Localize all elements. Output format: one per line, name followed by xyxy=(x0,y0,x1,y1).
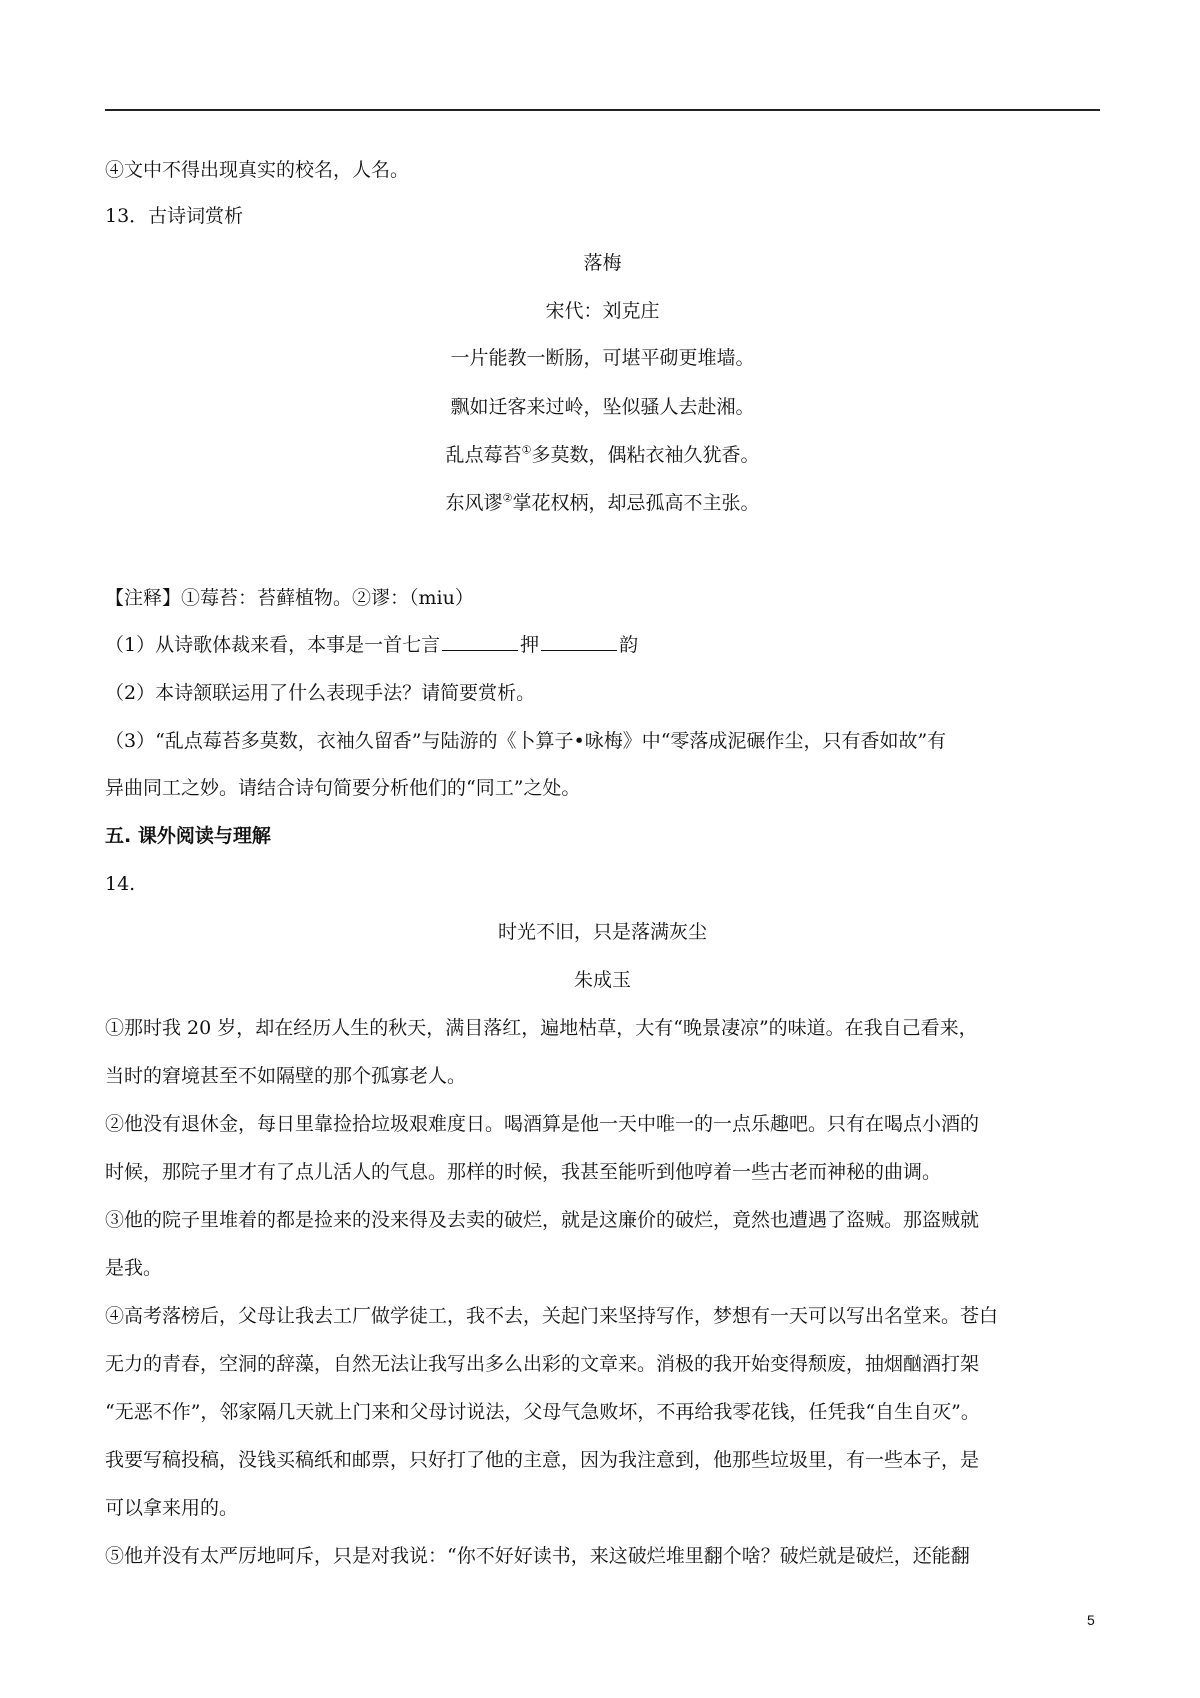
paragraph-line: 时候，那院子里才有了点儿活人的气息。那样的时候，我甚至能听到他哼着一些古老而神秘的曲调。 xyxy=(105,1161,942,1183)
poem-line-4 xyxy=(105,491,1100,515)
poem-line-2: 飘如迁客来过岭，坠似骚人去赴湘。 xyxy=(450,396,755,418)
article-title: 时光不旧，只是落满灰尘 xyxy=(497,921,707,943)
question-14-number: 14. xyxy=(105,873,136,895)
poem-line-1: 一片能教一断肠，可堪平砌更堆墙。 xyxy=(450,347,755,369)
sub-question-2: （2）本诗颔联运用了什么表现手法？请简要赏析。 xyxy=(105,682,536,704)
answer-blank-2 xyxy=(541,633,617,651)
paragraph-line: ①那时我 20 岁，却在经历人生的秋天，满目落红，遍地枯草，大有“晚景凄凉”的味道。在我自己看来， xyxy=(105,1017,978,1039)
poem-title: 落梅 xyxy=(583,252,622,274)
poem-line-3-part-a: 乱点莓苔 xyxy=(445,444,522,466)
answer-blank-1 xyxy=(442,633,518,651)
page-number: 5 xyxy=(1087,1612,1095,1628)
rule-item-4: ④文中不得出现真实的校名，人名。 xyxy=(105,159,410,181)
poem-line-4-part-b: 掌花权柄，却忌孤高不主张。 xyxy=(512,492,760,514)
paragraph-line: 我要写稿投稿，没钱买稿纸和邮票，只好打了他的主意，因为我注意到，他那些垃圾里，有一些本子，是 xyxy=(105,1449,980,1471)
section-5-heading: 五. 课外阅读与理解 xyxy=(105,825,271,847)
sub-question-1-mid: 押 xyxy=(520,634,540,656)
footnote-marker-1: ① xyxy=(521,443,532,457)
paragraph-line: 是我。 xyxy=(105,1257,163,1279)
header-rule xyxy=(105,109,1100,111)
sub-question-1-text: （1）从诗歌体裁来看，本事是一首七言 xyxy=(105,634,441,656)
poem-line-3-part-b: 多莫数，偶粘衣袖久犹香。 xyxy=(531,444,760,466)
sub-question-1-end: 韵 xyxy=(619,634,639,656)
poem-line-3 xyxy=(105,443,1100,467)
paragraph-line: ③他的院子里堆着的都是捡来的没来得及去卖的破烂，就是这廉价的破烂，竟然也遭遇了盗贼。那盗贼就 xyxy=(105,1209,980,1231)
sub-question-3-line-2: 异曲同工之妙。请结合诗句简要分析他们的“同工”之处。 xyxy=(105,777,581,799)
poem-author: 宋代：刘克庄 xyxy=(545,300,660,322)
footnote-marker-2: ② xyxy=(502,491,513,505)
paragraph-line: ④高考落榜后，父母让我去工厂做学徒工，我不去，关起门来坚持写作，梦想有一天可以写出名堂来。苍白 xyxy=(105,1305,999,1327)
sub-question-3-line-1: （3）“乱点莓苔多莫数，衣袖久留香”与陆游的《卜算子•咏梅》中“零落成泥碾作尘，只有香如故”有 xyxy=(105,730,947,752)
question-13-heading: 13．古诗词赏析 xyxy=(105,205,244,227)
paragraph-line: 无力的青春，空洞的辞藻，自然无法让我写出多么出彩的文章来。消极的我开始变得颓废，抽烟酗酒打架 xyxy=(105,1353,980,1375)
paragraph-line: “无恶不作”，邻家隔几天就上门来和父母讨说法，父母气急败坏，不再给我零花钱，任凭我“自生自灭”。 xyxy=(105,1401,980,1423)
poem-line-4-part-a: 东风谬 xyxy=(445,492,503,514)
paragraph-line: 可以拿来用的。 xyxy=(105,1497,239,1519)
poem-annotation: 【注释】①莓苔：苔藓植物。②谬：（miu） xyxy=(105,587,474,609)
paragraph-line: ②他没有退休金，每日里靠捡拾垃圾艰难度日。喝酒算是他一天中唯一的一点乐趣吧。只有在喝点小酒的 xyxy=(105,1113,980,1135)
paragraph-line: ⑤他并没有太严厉地呵斥，只是对我说：“你不好好读书，来这破烂堆里翻个啥？破烂就是破烂，还能翻 xyxy=(105,1545,970,1567)
paragraph-line: 当时的窘境甚至不如隔壁的那个孤寡老人。 xyxy=(105,1065,467,1087)
article-author: 朱成玉 xyxy=(573,969,631,991)
sub-question-1 xyxy=(105,633,638,657)
